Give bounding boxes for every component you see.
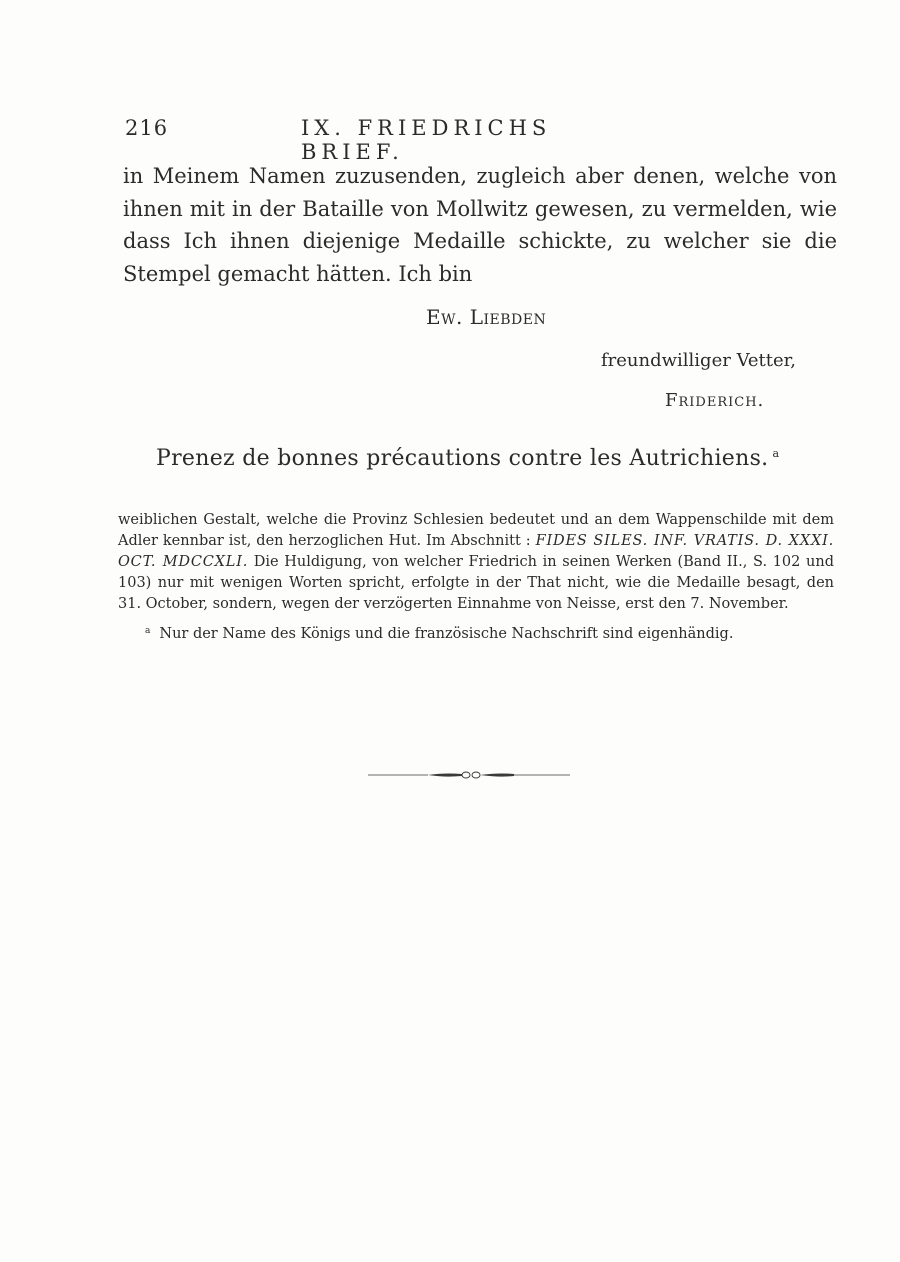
footnote-text-part-1: weiblichen Gestalt, welche die Provinz Schlesien bedeutet und an dem Wappenschilde mit dem Adler kennbar ist, den herzoglichen Hut. Im Abschnitt : bbox=[118, 512, 834, 549]
decorative-rule-ornament-icon bbox=[366, 767, 572, 783]
letter-paragraph: in Meinem Namen zuzusenden, zugleich aber denen, welche von ihnen mit in der Bataille von Mollwitz gewesen, zu vermelden, wie dass Ich ihnen diejenige Medaille schickte, zu welcher sie die Stempel gemacht hätten. Ich bin bbox=[123, 164, 837, 286]
running-title: IX. FRIEDRICHS BRIEF. bbox=[301, 116, 552, 164]
postscript-text: Prenez de bonnes précautions contre les Autrichiens. bbox=[156, 446, 769, 471]
running-header bbox=[125, 116, 665, 164]
postscript bbox=[156, 446, 779, 471]
footnote-text-part-2: Die Huldigung, von welcher Friedrich in seinen Werken (Band II., S. 102 und 103) nur mit wenigen Worten spricht, erfolgte in der That nicht, wie die Medaille besagt, den 31. October, sondern, wegen der verzögerten Einnahme von Neisse, erst den 7. November. bbox=[118, 554, 834, 612]
salutation: Ew. Liebden bbox=[426, 305, 547, 329]
closing-formula: freundwilliger Vetter, bbox=[601, 350, 797, 371]
page-number: 216 bbox=[125, 116, 169, 140]
footnote-a-text: Nur der Name des Königs und die französische Nachschrift sind eigenhändig. bbox=[159, 626, 734, 642]
footnotes bbox=[118, 510, 834, 645]
signature: Friderich. bbox=[665, 390, 765, 411]
letter-body bbox=[123, 160, 837, 290]
footnote-marker: a bbox=[772, 447, 780, 460]
footnote-a-marker: a bbox=[145, 626, 151, 636]
medal-inscription: FIDES SILES. INF. VRATIS. D. XXXI. OCT. MDCCXLI. bbox=[118, 533, 835, 570]
footnote-a bbox=[118, 621, 834, 645]
footnote-continuation bbox=[118, 510, 834, 615]
